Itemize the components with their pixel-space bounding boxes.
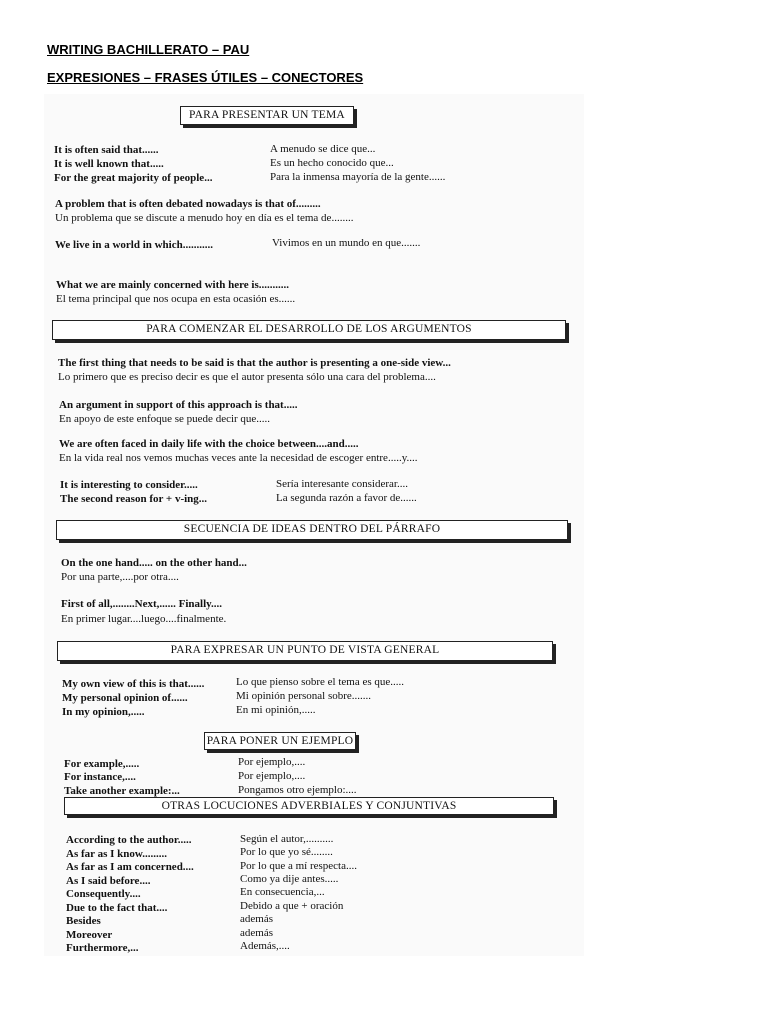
phrase-es: Para la inmensa mayoría de la gente...... — [270, 171, 446, 183]
phrase-es: En mi opinión,..... — [236, 704, 316, 716]
phrase-en: What we are mainly concerned with here is........... — [56, 279, 290, 291]
phrase-es: En primer lugar....luego....finalmente. — [61, 613, 227, 625]
phrase-en: Moreover — [66, 929, 113, 941]
phrase-en: According to the author..... — [66, 834, 192, 846]
phrase-en: It is often said that...... — [54, 144, 159, 156]
phrase-es: Por lo que a mí respecta.... — [240, 860, 357, 872]
phrase-es: Un problema que se discute a menudo hoy en día es el tema de........ — [55, 212, 354, 224]
phrase-es: Como ya dije antes..... — [240, 873, 339, 885]
phrase-es: En consecuencia,... — [240, 886, 325, 898]
phrase-en: We live in a world in which........... — [55, 239, 213, 251]
phrase-es: Vivimos en un mundo en que....... — [272, 237, 421, 249]
phrase-es: Mi opinión personal sobre....... — [236, 690, 372, 702]
section-heading-secuencia-ideas: SECUENCIA DE IDEAS DENTRO DEL PÁRRAFO — [56, 520, 568, 540]
phrase-es: Debido a que + oración — [240, 900, 344, 912]
phrase-es: Sería interesante considerar.... — [276, 478, 408, 490]
phrase-en: As I said before.... — [66, 875, 151, 887]
phrase-en: The first thing that needs to be said is that the author is presenting a one-side view... — [58, 357, 451, 369]
phrase-es: Por ejemplo,.... — [238, 756, 306, 768]
phrase-es: Lo que pienso sobre el tema es que..... — [236, 676, 405, 688]
phrase-es: Por lo que yo sé........ — [240, 846, 333, 858]
phrase-en: It is interesting to consider..... — [60, 479, 198, 491]
section-heading-presentar-tema: PARA PRESENTAR UN TEMA — [180, 106, 354, 125]
phrase-es: Por ejemplo,.... — [238, 770, 306, 782]
phrase-en: We are often faced in daily life with the choice between....and..... — [59, 438, 359, 450]
section-heading-comenzar-argumentos: PARA COMENZAR EL DESARROLLO DE LOS ARGUMENTOS — [52, 320, 566, 340]
phrase-en: First of all,........Next,...... Finally.... — [61, 598, 223, 610]
phrase-en: For example,..... — [64, 758, 140, 770]
phrase-es: además — [240, 913, 273, 925]
phrase-en: On the one hand..... on the other hand... — [61, 557, 247, 569]
phrase-en: My own view of this is that...... — [62, 678, 205, 690]
phrase-es: Pongamos otro ejemplo:.... — [238, 784, 357, 796]
section-heading-otras-locuciones: OTRAS LOCUCIONES ADVERBIALES Y CONJUNTIVAS — [64, 797, 554, 815]
phrase-es: Lo primero que es preciso decir es que el autor presenta sólo una cara del problema.... — [58, 371, 436, 383]
phrase-en: As far as I know......... — [66, 848, 167, 860]
phrase-en: A problem that is often debated nowadays is that of......... — [55, 198, 321, 210]
phrase-en: My personal opinion of...... — [62, 692, 188, 704]
document-title: WRITING BACHILLERATO – PAU — [47, 42, 250, 57]
phrase-es: Por una parte,....por otra.... — [61, 571, 179, 583]
phrase-es: En apoyo de este enfoque se puede decir que..... — [59, 413, 271, 425]
phrase-es: Es un hecho conocido que... — [270, 157, 394, 169]
phrase-es: A menudo se dice que... — [270, 143, 376, 155]
phrase-es: En la vida real nos vemos muchas veces ante la necesidad de escoger entre.....y.... — [59, 452, 418, 464]
section-heading-poner-ejemplo: PARA PONER UN EJEMPLO — [204, 732, 356, 750]
phrase-es: Según el autor,.......... — [240, 833, 334, 845]
phrase-en: As far as I am concerned.... — [66, 861, 194, 873]
phrase-en: For the great majority of people... — [54, 172, 213, 184]
phrase-en: Take another example:... — [64, 785, 180, 797]
phrase-en: The second reason for + v-ing... — [60, 493, 208, 505]
phrase-es: Además,.... — [240, 940, 290, 952]
phrase-en: It is well known that..... — [54, 158, 164, 170]
section-heading-punto-de-vista: PARA EXPRESAR UN PUNTO DE VISTA GENERAL — [57, 641, 553, 661]
phrase-en: Besides — [66, 915, 101, 927]
document-subtitle: EXPRESIONES – FRASES ÚTILES – CONECTORES — [47, 70, 364, 85]
phrase-es: La segunda razón a favor de...... — [276, 492, 417, 504]
phrase-en: Consequently.... — [66, 888, 141, 900]
phrase-en: Furthermore,... — [66, 942, 139, 954]
phrase-en: In my opinion,..... — [62, 706, 145, 718]
phrase-en: For instance,.... — [64, 771, 136, 783]
phrase-es: El tema principal que nos ocupa en esta ocasión es...... — [56, 293, 296, 305]
phrase-en: Due to the fact that.... — [66, 902, 168, 914]
phrase-en: An argument in support of this approach is that..... — [59, 399, 298, 411]
phrase-es: además — [240, 927, 273, 939]
